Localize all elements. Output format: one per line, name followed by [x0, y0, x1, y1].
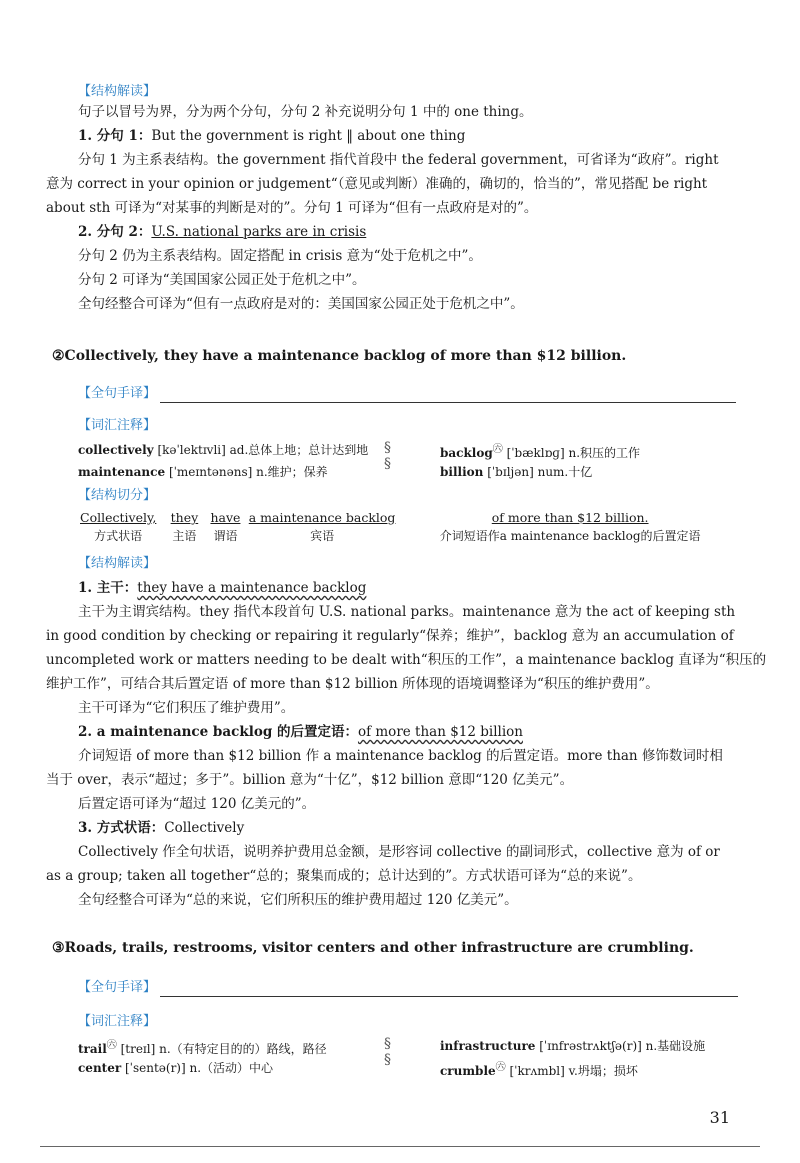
point-2: 2. a maintenance backlog 的后置定语：of more than $12 billion	[78, 724, 523, 740]
structure-cut	[80, 510, 701, 544]
paragraph: 主干为主谓宾结构。they 指代本段首句 U.S. national parks。maintenance 意为 the act of keeping sth	[78, 604, 736, 620]
clause-title: 2. 分句 2：	[78, 224, 152, 240]
paragraph: 主干可译为“它们积压了维护费用”。	[78, 700, 295, 716]
vocab-entry: backlog$^㊅$ [ˈbæklɒɡ] n.积压的工作	[440, 444, 641, 460]
cut-segment: they 主语	[170, 510, 199, 543]
paragraph: 后置定语可译为“超过 120 亿美元的”。	[78, 796, 316, 812]
cut-label: 【结构切分】	[78, 488, 157, 503]
clause-text: U.S. national parks are in crisis	[151, 224, 367, 240]
vocab-entry: infrastructure [ˈɪnfrəstrʌktʃə(r)] n.基础设施	[440, 1039, 706, 1053]
paragraph: 当于 over，表示“超过；多于”。billion 意为“十亿”，$12 billion 意即“120 亿美元”。	[46, 772, 574, 788]
point-1: 1. 主干：they have a maintenance backlog	[78, 580, 367, 596]
sentence-3: ③Roads, trails, restrooms, visitor centers and other infrastructure are crumbling.	[52, 940, 694, 956]
paragraph: 全句经整合可译为“总的来说，它们所积压的维护费用超过 120 亿美元”。	[78, 892, 518, 908]
paragraph: uncompleted work or matters needing to be dealt with“积压的工作”，a maintenance backlog 直译为“积压的	[46, 652, 767, 668]
paragraph: 意为 correct in your opinion or judgement“（意见或判断）准确的，确切的，恰当的”，常见搭配 be right	[46, 176, 708, 192]
cut-segment: a maintenance backlog 宾语	[248, 510, 396, 543]
read-label: 【结构解读】	[78, 556, 157, 571]
paragraph: 全句经整合可译为“但有一点政府是对的：美国国家公园正处于危机之中”。	[78, 296, 524, 312]
sentence-2: ②Collectively, they have a maintenance backlog of more than $12 billion.	[52, 348, 627, 364]
clause-2-line	[78, 222, 366, 242]
paragraph: 分句 2 可译为“美国国家公园正处于危机之中”。	[78, 272, 366, 288]
footer-rule	[40, 1146, 760, 1147]
paragraph: 分句 2 仍为主系表结构。固定搭配 in crisis 意为“处于危机之中”。	[78, 248, 482, 264]
cut-segment: have 谓语	[210, 510, 241, 543]
vocab-entry: collectively [kəˈlektɪvli] ad.总体上地；总计达到地	[78, 443, 369, 457]
paragraph: 句子以冒号为界，分为两个分句，分句 2 补充说明分句 1 中的 one thing。	[78, 104, 533, 120]
page-number: 31	[709, 1108, 730, 1127]
vocab-entry: center [ˈsentə(r)] n.（活动）中心	[78, 1061, 274, 1075]
paragraph: in good condition by checking or repairing it regularly“保养；维护”，backlog 意为 an accumulation of	[46, 628, 734, 644]
point-3: 3. 方式状语：Collectively	[78, 820, 245, 836]
cut-segment: Collectively, 方式状语	[80, 510, 157, 543]
paragraph: as a group; taken all together“总的；聚集而成的；总计达到的”。方式状语可译为“总的来说”。	[46, 868, 642, 884]
translate-label: 【全句手译】	[78, 386, 157, 401]
vocab-entry: trail$^㊅$ [treɪl] n.（有特定目的的）路线，路径	[78, 1040, 327, 1056]
vocab-entry: maintenance [ˈmeɪntənəns] n.维护；保养	[78, 465, 328, 479]
clause-text: But the government is right ‖ about one thing	[151, 128, 466, 144]
vocab-label: 【词汇注释】	[78, 1014, 157, 1029]
clause-1-line	[78, 126, 465, 146]
paragraph: Collectively 作全句状语，说明养护费用总金额，是形容词 collective 的副词形式，collective 意为 of or	[78, 844, 720, 860]
section-heading: 【结构解读】	[78, 84, 157, 99]
vocab-entry: billion [ˈbɪljən] num.十亿	[440, 465, 593, 479]
translate-label: 【全句手译】	[78, 980, 157, 995]
translation-blank[interactable]	[160, 996, 738, 997]
paragraph: 介词短语 of more than $12 billion 作 a maintenance backlog 的后置定语。more than 修饰数词时相	[78, 748, 723, 764]
translation-blank[interactable]	[160, 402, 736, 403]
vocab-entry: crumble$^㊅$ [ˈkrʌmbl] v.坍塌；损坏	[440, 1062, 638, 1078]
clause-title: 1. 分句 1：	[78, 128, 152, 144]
paragraph: 维护工作”，可结合其后置定语 of more than $12 billion 所体现的语境调整译为“积压的维护费用”。	[46, 676, 659, 692]
column-divider-icon: § §	[384, 1036, 391, 1068]
cut-segment: of more than $12 billion. 介词短语作a maintenance backlog的后置定语	[439, 510, 701, 543]
column-divider-icon: § §	[384, 440, 391, 472]
paragraph: 分句 1 为主系表结构。the government 指代首段中 the federal government，可省译为“政府”。right	[78, 152, 719, 168]
vocab-label: 【词汇注释】	[78, 418, 157, 433]
paragraph: about sth 可译为“对某事的判断是对的”。分句 1 可译为“但有一点政府是对的”。	[46, 200, 538, 216]
